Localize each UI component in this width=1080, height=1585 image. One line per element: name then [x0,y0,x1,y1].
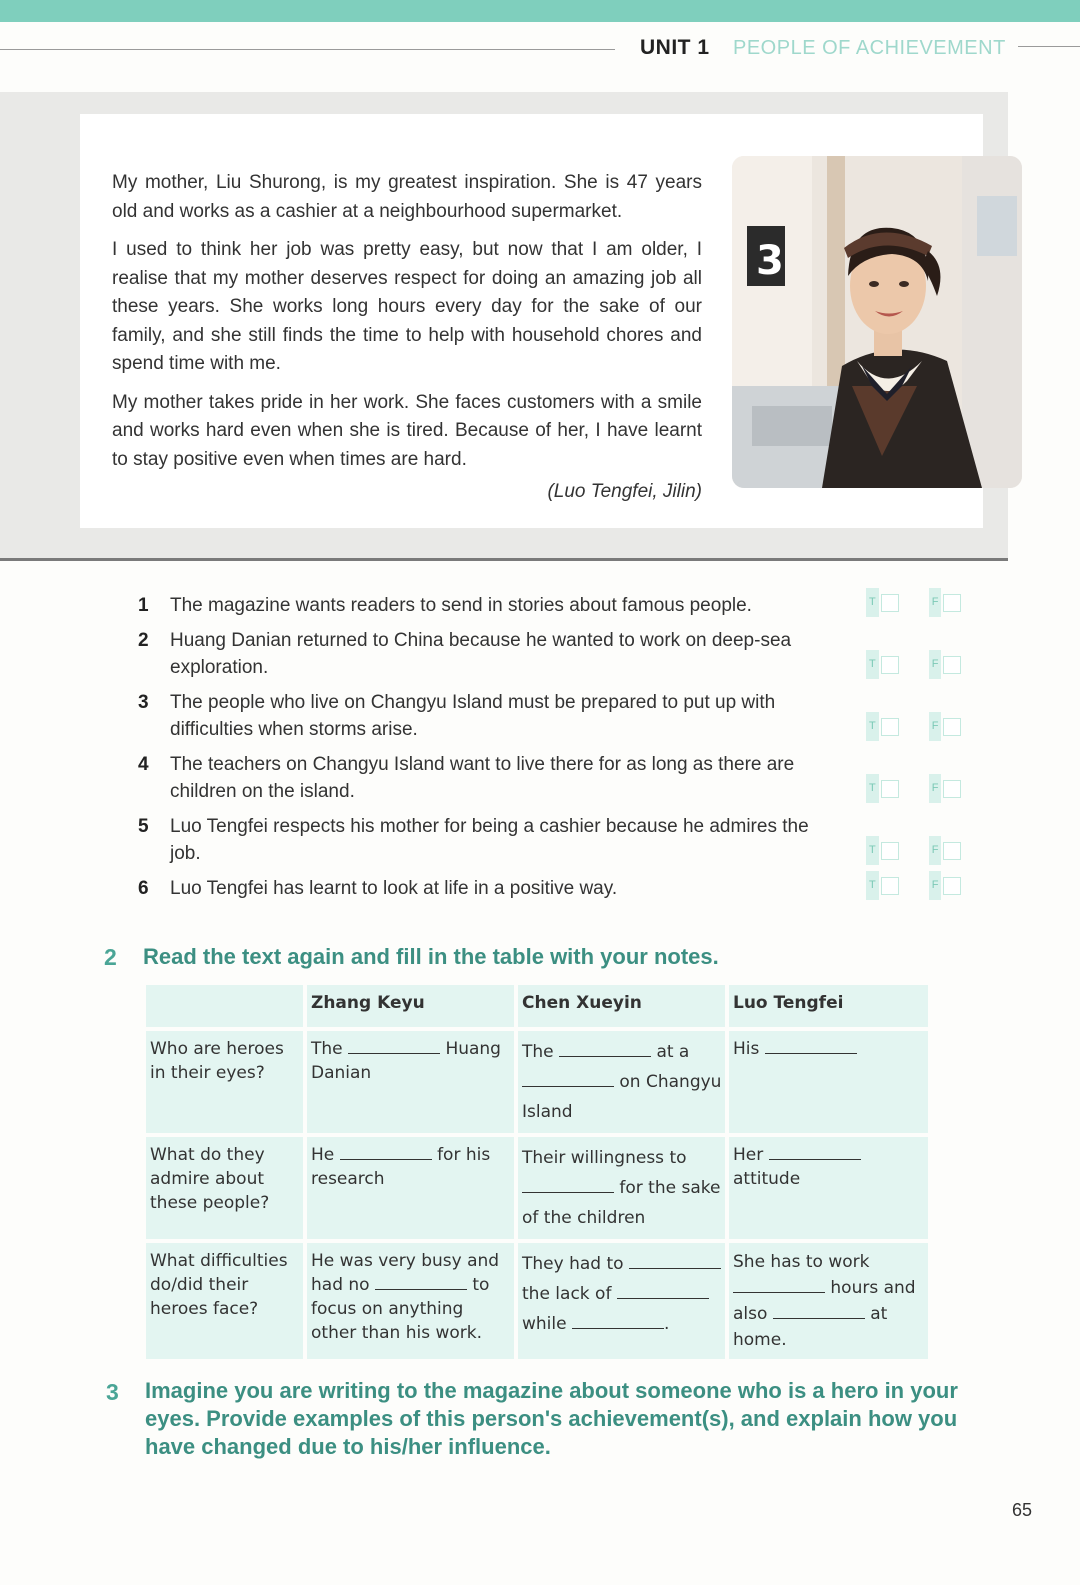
section-3-title: Imagine you are writing to the magazine about someone who is a hero in your eyes. Provide examples of this person's achievement(s), and explain how you have changed due to his/her influence. [145,1378,958,1459]
table-cell: He was very busy and had no to focus on anything other than his work. [305,1241,516,1361]
list-item [138,751,988,805]
item-number: 4 [138,754,149,775]
fill-blank[interactable] [629,1254,721,1269]
false-checkbox[interactable]: F [929,588,962,617]
list-item [138,627,988,681]
item-number: 5 [138,816,149,837]
true-checkbox[interactable]: T [866,650,899,679]
register-number-sign: 3 [756,238,784,284]
item-number: 2 [138,630,149,651]
row-header: Who are heroes in their eyes? [146,1029,305,1135]
header-rule-right [1018,46,1080,47]
table-cell: She has to work hours and also at home. [727,1241,930,1361]
story-byline: (Luo Tengfei, Jilin) [547,481,702,502]
tf-checkboxes [866,774,961,803]
unit-title: PEOPLE OF ACHIEVEMENT [733,37,1006,59]
section-3-number: 3 [106,1379,119,1405]
fill-blank[interactable] [348,1039,440,1054]
fill-blank[interactable] [375,1275,467,1290]
true-false-list [138,592,988,902]
list-item [138,592,988,619]
table-cell: Her attitude [727,1135,930,1241]
section-2-number: 2 [104,944,117,970]
item-text: The teachers on Changyu Island want to live there for as long as there are children on the island. [170,754,795,802]
fill-blank[interactable] [733,1278,825,1293]
table-cell: They had to the lack of while . [516,1241,727,1361]
item-number: 1 [138,595,149,616]
page-number: 65 [1012,1500,1033,1520]
true-checkbox[interactable]: T [866,712,899,741]
tf-checkboxes [866,712,961,741]
false-checkbox[interactable]: F [929,650,962,679]
column-header: Chen Xueyin [516,985,727,1029]
table-corner [146,985,305,1029]
item-number: 6 [138,878,149,899]
table-row [146,1135,930,1241]
story-paragraph-1: My mother, Liu Shurong, is my greatest inspiration. She is 47 years old and works as a cashier at a neighbourhood supermarket. [112,172,702,222]
item-text: Huang Danian returned to China because he wanted to work on deep-sea exploration. [170,630,792,678]
section-2-title: Read the text again and fill in the table with your notes. [143,944,719,969]
fill-blank[interactable] [340,1145,432,1160]
list-item [138,875,988,902]
tf-checkboxes [866,871,961,900]
story-paragraph-2: I used to think her job was pretty easy, but now that I am older, I realise that my mother deserves respect for doing an amazing job all these years. She works long hours every day for the sake of our family, and she still finds the time to help with household chores and spend time with me. [112,239,702,374]
false-checkbox[interactable]: F [929,712,962,741]
list-item [138,689,988,743]
tf-checkboxes [866,650,961,679]
story-paragraph-3: My mother takes pride in her work. She faces customers with a smile and works hard even when she is tired. Because of her, I have learnt to stay positive even when times are hard. [112,391,702,470]
fill-blank[interactable] [522,1178,614,1193]
fill-blank[interactable] [559,1042,651,1057]
fill-blank[interactable] [769,1145,861,1160]
top-color-band [0,0,1080,22]
false-checkbox[interactable]: F [929,871,962,900]
table-cell: He for his research [305,1135,516,1241]
fill-blank[interactable] [522,1072,614,1087]
cashier-photo [732,156,1022,488]
fill-blank[interactable] [773,1304,865,1319]
list-item [138,813,988,867]
true-checkbox[interactable]: T [866,871,899,900]
table-cell: His [727,1029,930,1135]
row-header: What difficulties do/did their heroes face? [146,1241,305,1361]
item-text: The people who live on Changyu Island must be prepared to put up with difficulties when storms arise. [170,692,776,740]
item-text: Luo Tengfei respects his mother for being a cashier because he admires the job. [170,816,809,864]
reading-panel-bottom-rule [0,558,1008,561]
item-number: 3 [138,692,149,713]
item-text: Luo Tengfei has learnt to look at life in a positive way. [170,878,618,899]
row-header: What do they admire about these people? [146,1135,305,1241]
false-checkbox[interactable]: F [929,836,962,865]
true-checkbox[interactable]: T [866,836,899,865]
tf-checkboxes [866,588,961,617]
header-rule-left [0,49,615,50]
notes-table [146,985,932,1363]
false-checkbox[interactable]: F [929,774,962,803]
table-cell: The Huang Danian [305,1029,516,1135]
column-header: Luo Tengfei [727,985,930,1029]
fill-blank[interactable] [765,1039,857,1054]
true-checkbox[interactable]: T [866,774,899,803]
story-text [112,169,702,507]
tf-checkboxes [866,836,961,865]
unit-label: UNIT 1 [640,36,710,59]
true-checkbox[interactable]: T [866,588,899,617]
table-cell: The at a on Changyu Island [516,1029,727,1135]
table-row [146,1241,930,1361]
item-text: The magazine wants readers to send in stories about famous people. [170,595,752,616]
table-row [146,1029,930,1135]
column-header: Zhang Keyu [305,985,516,1029]
fill-blank[interactable] [617,1284,709,1299]
fill-blank[interactable] [572,1314,664,1329]
table-cell: Their willingness to for the sake of the children [516,1135,727,1241]
